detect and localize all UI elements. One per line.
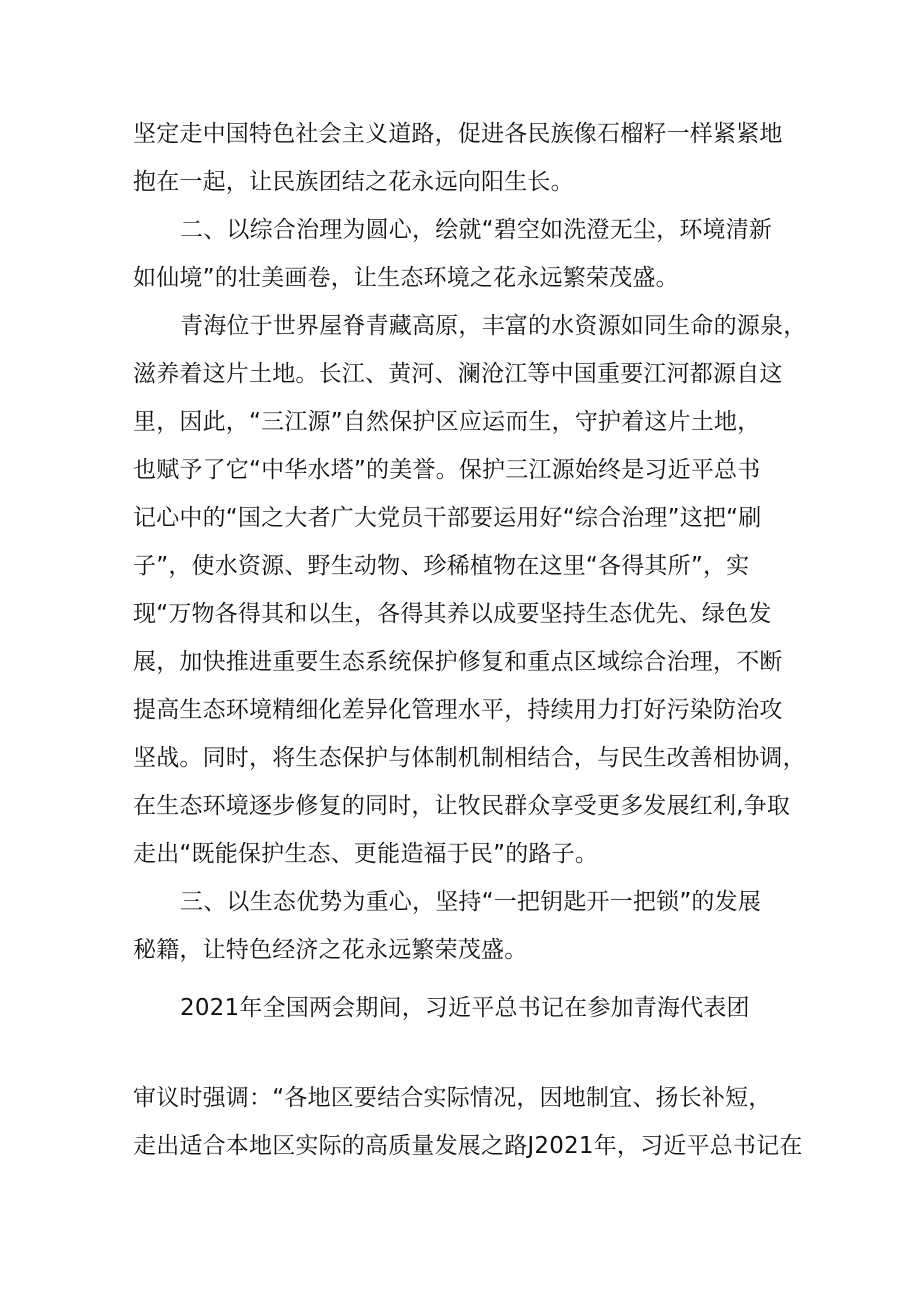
- section-heading-line: 二、以综合治理为圆心，绘就“碧空如洗澄无尘，环境清新: [180, 217, 773, 243]
- text-line: 走出“既能保护生态、更能造福于民”的路子。: [133, 841, 599, 867]
- text-line: 走出适合本地区实际的高质量发展之路J2021年，习近平总书记在: [133, 1133, 803, 1159]
- text-line: 现“万物各得其和以生，各得其养以成要坚持生态优先、绿色发: [133, 601, 772, 627]
- text-line: 记心中的“国之大者广大党员干部要运用好“综合治理”这把“刷: [133, 505, 762, 531]
- text-line: 子”，使水资源、野生动物、珍稀植物在这里“各得其所”，实: [133, 553, 750, 579]
- section-heading-line: 三、以生态优势为重心，坚持“一把钥匙开一把锁”的发展: [180, 889, 762, 915]
- section-heading-line: 如仙境”的壮美画卷，让生态环境之花永远繁荣茂盛。: [133, 265, 679, 291]
- text-line: 2021年全国两会期间，习近平总书记在参加青海代表团: [180, 995, 750, 1021]
- text-line: 抱在一起，让民族团结之花永远向阳生长。: [133, 169, 574, 195]
- text-line: 滋养着这片土地。长江、黄河、澜沧江等中国重要江河都源自这: [133, 361, 783, 387]
- text-line: 青海位于世界屋脊青藏高原，丰富的水资源如同生命的源泉，: [180, 313, 807, 339]
- text-line: 坚定走中国特色社会主义道路，促进各民族像石榴籽一样紧紧地: [133, 121, 783, 147]
- text-line: 也赋予了它“中华水塔”的美誉。保护三江源始终是习近平总书: [133, 457, 761, 483]
- text-line: 坚战。同时，将生态保护与体制机制相结合，与民生改善相协调，: [133, 745, 806, 771]
- text-line: 审议时强调：“各地区要结合实际情况，因地制宜、扬长补短，: [133, 1085, 772, 1111]
- section-heading-line: 秘籍，让特色经济之花永远繁荣茂盛。: [133, 937, 528, 963]
- text-line: 里，因此，“三江源”自然保护区应运而生，守护着这片土地，: [133, 409, 761, 435]
- text-line: 在生态环境逐步修复的同时，让牧民群众享受更多发展红利,争取: [133, 793, 791, 819]
- text-line: 提高生态环境精细化差异化管理水平，持续用力打好污染防治攻: [133, 697, 783, 723]
- text-line: 展，加快推进重要生态系统保护修复和重点区域综合治理，不断: [133, 649, 783, 675]
